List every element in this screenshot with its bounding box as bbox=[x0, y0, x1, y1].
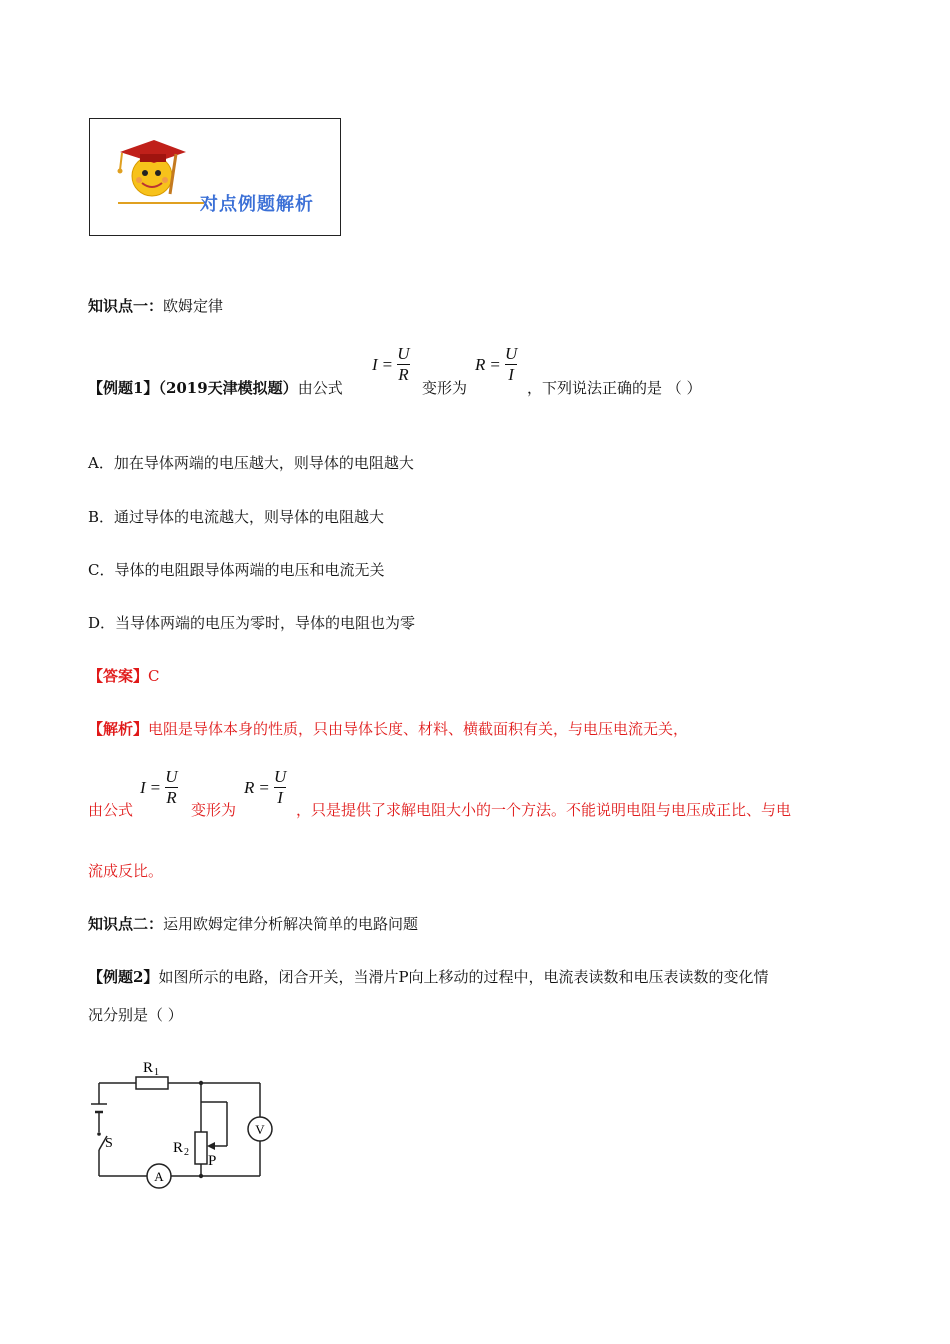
graduate-mascot-icon bbox=[112, 136, 192, 200]
formula-numerator: U bbox=[504, 344, 518, 363]
example-source: （2019天津模拟题） bbox=[158, 379, 298, 397]
option-a: A．加在导体两端的电压越大，则导体的电阻越大 bbox=[88, 454, 414, 472]
analysis-formula-resistance: R = $\frac{U}{I}$ bbox=[244, 767, 287, 807]
formula-fraction bbox=[505, 345, 517, 384]
formula-fraction bbox=[274, 768, 286, 807]
ammeter-label: A bbox=[154, 1169, 164, 1184]
r1-subscript: 1 bbox=[154, 1067, 159, 1078]
formula-denominator: I bbox=[277, 788, 283, 807]
analysis-post: ，只是提供了求解电阻大小的一个方法。不能说明电阻与电压成正比、与电 bbox=[296, 801, 792, 819]
formula-denominator: R bbox=[166, 788, 177, 807]
analysis-formula-current: I = $\frac{U}{R}$ bbox=[140, 767, 178, 807]
section-two-heading bbox=[88, 914, 418, 934]
r2-subscript: 2 bbox=[184, 1147, 189, 1158]
r1-label: R bbox=[143, 1060, 154, 1076]
circuit-diagram bbox=[85, 1052, 285, 1197]
option-c: C．导体的电阻跟导体两端的电压和电流无关 bbox=[88, 561, 385, 579]
answer bbox=[88, 666, 160, 686]
formula-numerator: U bbox=[273, 767, 287, 786]
analysis-mid: 变形为 bbox=[191, 801, 237, 819]
answer-value: C bbox=[148, 667, 160, 685]
slider-arrow-icon bbox=[207, 1142, 215, 1150]
analysis-pre: 由公式 bbox=[88, 801, 134, 819]
junction-dot bbox=[199, 1174, 203, 1178]
r2-label: R bbox=[173, 1140, 184, 1156]
option-b: B．通过导体的电流越大，则导体的电阻越大 bbox=[88, 508, 385, 526]
resistor-r1 bbox=[136, 1077, 168, 1089]
formula-fraction bbox=[397, 345, 409, 384]
answer-label: 【答案】 bbox=[88, 667, 149, 685]
formula-lhs: I bbox=[140, 777, 146, 797]
example-two-question bbox=[88, 967, 769, 987]
formula-fraction bbox=[165, 768, 177, 807]
option-d: D．当导体两端的电压为零时，导体的电阻也为零 bbox=[88, 614, 416, 632]
example-two-question-cont: 况分别是（ ） bbox=[88, 1006, 183, 1024]
analysis-text: 电阻是导体本身的性质，只由导体长度、材料、横截面积有关，与电压电流无关， bbox=[148, 720, 689, 738]
switch-contact bbox=[97, 1132, 101, 1136]
voltmeter-label: V bbox=[255, 1122, 265, 1137]
junction-dot bbox=[199, 1081, 203, 1085]
question-text-post: ，下列说法正确的是 （ ） bbox=[527, 379, 702, 397]
banner-title: 对点例题解析 bbox=[200, 194, 314, 215]
formula-lhs: R bbox=[475, 354, 486, 374]
banner-underline bbox=[118, 201, 204, 205]
formula-denominator: I bbox=[508, 365, 514, 384]
formula-lhs: I bbox=[372, 354, 378, 374]
example-one-question-pre bbox=[88, 378, 343, 398]
analysis bbox=[88, 719, 688, 739]
section-title: 欧姆定律 bbox=[163, 297, 224, 315]
example-tag: 【例题2】 bbox=[88, 968, 159, 986]
switch-label: S bbox=[105, 1136, 113, 1151]
question-text: 如图所示的电路，闭合开关，当滑片P向上移动的过程中，电流表读数和电压表读数的变化情 bbox=[158, 968, 769, 986]
question-text: 由公式 bbox=[297, 379, 343, 397]
formula-numerator: U bbox=[397, 344, 410, 363]
section-label: 知识点一： bbox=[88, 297, 164, 315]
analysis-label: 【解析】 bbox=[88, 720, 149, 738]
section-title: 运用欧姆定律分析解决简单的电路问题 bbox=[163, 915, 419, 933]
example-tag: 【例题1】 bbox=[88, 379, 159, 397]
formula-lhs: R bbox=[244, 777, 255, 797]
section-label: 知识点二： bbox=[88, 915, 164, 933]
rheostat-r2 bbox=[195, 1132, 207, 1164]
analysis-continued: 流成反比。 bbox=[88, 862, 164, 880]
question-text-mid: 变形为 bbox=[422, 379, 468, 397]
ohm-formula-resistance: R = $\frac{U}{I}$ bbox=[475, 344, 518, 384]
ohm-formula-current: I = $\frac{U}{R}$ bbox=[372, 344, 410, 384]
section-one-heading bbox=[88, 296, 223, 316]
formula-numerator: U bbox=[165, 767, 178, 786]
slider-label: P bbox=[208, 1153, 217, 1169]
formula-denominator: R bbox=[398, 365, 409, 384]
